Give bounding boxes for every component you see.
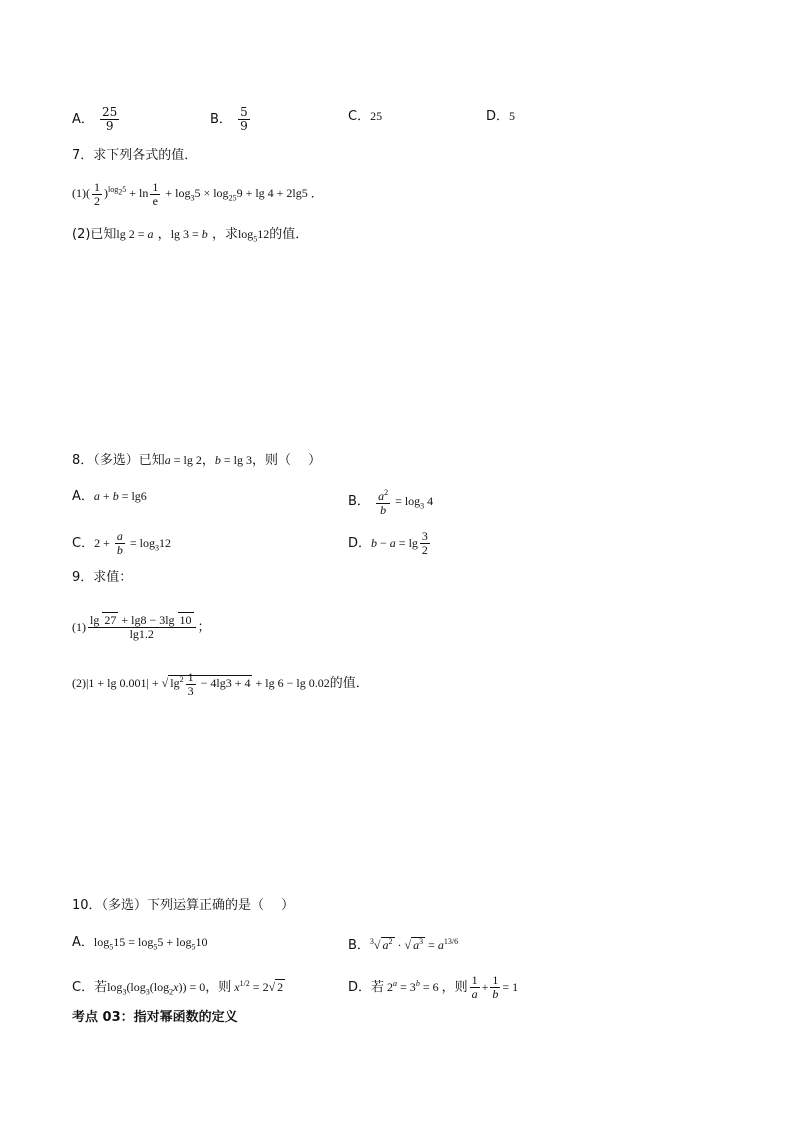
q10-option-c: C．若$\log_3(\log_3(\log_2x)) = 0$，则 $x^{1/2} = 2√$ 2 — [72, 979, 284, 997]
option-label: A． — [72, 112, 94, 127]
q9-title: 9．求值： — [72, 570, 133, 585]
option-label: B． — [210, 112, 232, 127]
fraction: $\frac{5}{9}$ — [240, 105, 248, 133]
option-label: C． — [348, 109, 371, 124]
section-heading: 考点 03：指对幂函数的定义 — [72, 1010, 238, 1025]
q10-option-a: A．$\log_515 = \log_55 + \log_510$ — [72, 935, 208, 952]
q8-option-d: D．b − a = lg $\frac{3}{2}$ — [348, 529, 428, 557]
q8-title: 8．（多选）已知a = lg 2，b = lg 3，则（ ） — [72, 453, 322, 468]
q7-title: 7．求下列各式的值． — [72, 148, 198, 163]
q10-option-b: B．$^3$√ $a^2$ · √ $a^3 = a^{13/6}$ — [348, 937, 459, 953]
q9-part2: (2)|1 + lg 0.001| + √ $\lg^2$ $\frac{1}{3}$ − 4lg3 + 4 + lg 6 − lg 0.02的值． — [72, 669, 369, 698]
q6-option-c: C．25 — [348, 109, 383, 124]
q6-option-d: D．5 — [486, 109, 516, 124]
q7-part1: (1)( $\frac{1}{2}$ )$^{log_25}$ + ln $\frac{1}{e}$ + $\log_35 \times \log_{25}9 + \lg 4 + 2\lg 5$ ． — [72, 179, 323, 208]
q8-option-b: B． $\frac{a^2}{b}$ = $\log_3 4$ — [348, 488, 434, 517]
q7-part2: (2)已知lg 2 = a ，lg 3 = b ，求$\log_512$的值． — [72, 227, 309, 244]
q10-option-d: D．若 $2^a = 3^b = 6$ ，则 $\frac{1}{a}$ + $\frac{1}{b}$ = 1 — [348, 973, 519, 1001]
q10-title: 10．（多选）下列运算正确的是（ ） — [72, 898, 295, 913]
option-label: D． — [486, 109, 510, 124]
q8-option-a: A．a + b = lg6 — [72, 489, 147, 504]
q8-option-c: C．2 + $\frac{a}{b}$ = $\log_312$ — [72, 529, 171, 557]
q9-part1: (1) $\frac{\lg 27 + \lg 8 - 3\lg 10}{\lg 1.2}$ ； — [72, 613, 211, 641]
fraction: $\frac{25}{9}$ — [102, 105, 118, 133]
q6-option-b — [210, 106, 252, 133]
q6-option-a — [72, 106, 121, 133]
